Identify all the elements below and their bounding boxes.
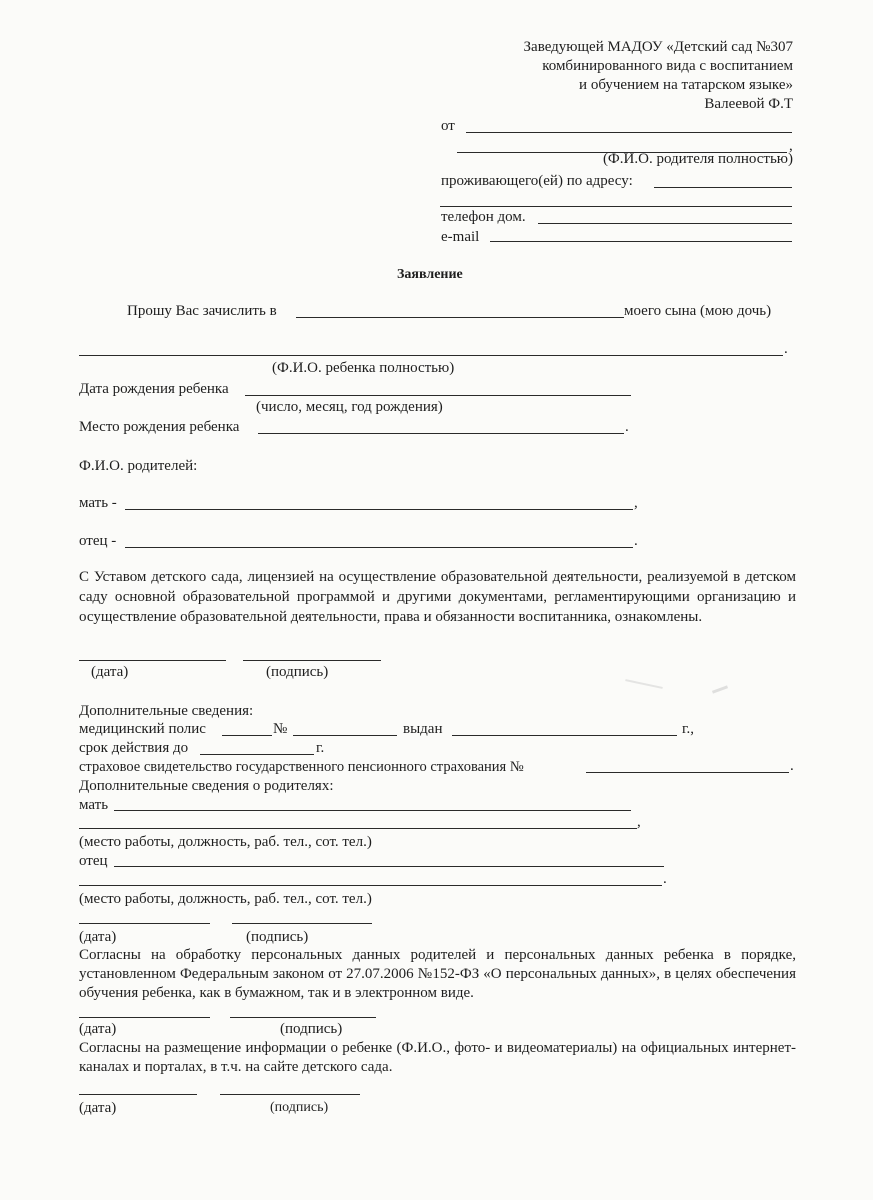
additional-sign-label: (подпись) [246,929,309,945]
kindergarten-field[interactable] [296,317,624,318]
year-abbr: г., [682,721,694,737]
addressee-line-2: комбинированного вида с воспитанием [542,58,793,74]
mother-end: , [634,495,638,511]
insurance-label: страховое свидетельство государственного пенсионного страхования № [79,759,524,775]
email-label: e-mail [441,229,480,245]
child-name-dot: . [784,341,788,357]
valid-until-field[interactable] [200,754,314,755]
phone-field[interactable] [538,223,792,224]
father-work-field-2[interactable] [79,885,662,886]
mother-work-field[interactable] [114,810,631,811]
consent-publish-sign-label: (подпись) [270,1100,329,1115]
mother-label: мать - [79,495,117,511]
birth-place-field[interactable] [258,433,624,434]
valid-end: г. [316,740,325,756]
address-field-2[interactable] [440,206,792,207]
father-name-field[interactable] [125,547,633,548]
email-field[interactable] [490,241,792,242]
consent-publish-date-field[interactable] [79,1094,197,1095]
from-field[interactable] [466,132,792,133]
additional-title: Дополнительные сведения: [79,703,254,719]
charter-date-field[interactable] [79,660,226,661]
consent-publish-date-label: (дата) [79,1100,117,1116]
birth-date-field[interactable] [245,395,631,396]
additional-date-field[interactable] [79,923,210,924]
document-title: Заявление [397,267,463,282]
additional-sign-field[interactable] [232,923,372,924]
addressee-line-4: Валеевой Ф.Т [704,96,793,112]
parents-info-title: Дополнительные сведения о родителях: [79,778,334,794]
consent-data-date-field[interactable] [79,1017,210,1018]
addressee-line-3: и обучением на татарском языке» [579,77,793,93]
father-work-hint: (место работы, должность, раб. тел., сот. тел.) [79,891,372,907]
request-suffix: моего сына (мою дочь) [624,303,772,319]
request-prefix: Прошу Вас зачислить в [127,303,277,319]
child-name-hint: (Ф.И.О. ребенка полностью) [272,360,455,376]
insurance-number-field[interactable] [586,772,789,773]
mother-work-hint: (место работы, должность, раб. тел., сот. тел.) [79,834,372,850]
charter-sign-field[interactable] [243,660,381,661]
issued-by-field[interactable] [452,735,677,736]
policy-label: медицинский полис [79,721,206,737]
consent-data-paragraph: Согласны на обработку персональных данных родителей и персональных данных ребенка в порядке, установленном Федеральным законом от 27.07.2006 №152-ФЗ «О персональных данных», в целях обеспечения обучения ребенка, как в бумажном, так и в электронном виде. [79,947,796,1001]
addressee-line-1: Заведующей МАДОУ «Детский сад №307 [523,39,793,55]
from-comma: , [789,138,793,154]
valid-label: срок действия до [79,740,189,756]
parent-name-hint: (Ф.И.О. родителя полностью) [602,151,793,167]
address-field[interactable] [654,187,792,188]
policy-series-field[interactable] [222,735,272,736]
parents-title: Ф.И.О. родителей: [79,458,198,474]
info-mother-label: мать [79,797,109,813]
birth-date-label: Дата рождения ребенка [79,381,229,397]
consent-data-sign-field[interactable] [230,1017,376,1018]
child-name-field[interactable] [79,355,783,356]
charter-paragraph: С Уставом детского сада, лицензией на осуществление образовательной деятельности, реализуемой в детском саду основной образовательной программой и другими документами, регламентирующими организацию и осуществление образовательной деятельности, права и обязанности воспитанника, ознакомлены. [79,569,796,625]
policy-num-sign: № [273,721,288,737]
mother-work-field-2[interactable] [79,828,637,829]
issued-label: выдан [403,721,443,737]
consent-data-sign-label: (подпись) [280,1021,343,1037]
from-label: от [441,118,455,134]
charter-date-label: (дата) [91,664,129,680]
father-label: отец - [79,533,117,549]
phone-label: телефон дом. [441,209,526,225]
mother-work-comma: , [637,814,641,830]
additional-date-label: (дата) [79,929,117,945]
father-end: . [634,533,638,549]
father-work-field[interactable] [114,866,664,867]
address-label: проживающего(ей) по адресу: [441,173,633,189]
consent-publish-paragraph: Согласны на размещение информации о ребенке (Ф.И.О., фото- и видеоматериалы) на официальных интернет-каналах и порталах, в т.ч. на сайте детского сада. [79,1040,796,1075]
birth-date-hint: (число, месяц, год рождения) [256,399,443,415]
scan-mark [712,685,728,693]
birth-place-dot: . [625,419,629,435]
consent-publish-sign-field[interactable] [220,1094,360,1095]
policy-number-field[interactable] [293,735,397,736]
scan-mark [625,679,663,689]
consent-data-date-label: (дата) [79,1021,117,1037]
mother-name-field[interactable] [125,509,633,510]
birth-place-label: Место рождения ребенка [79,419,240,435]
charter-sign-label: (подпись) [266,664,329,680]
insurance-end: . [790,758,794,774]
info-father-label: отец [79,853,108,869]
father-work-dot: . [663,871,667,887]
